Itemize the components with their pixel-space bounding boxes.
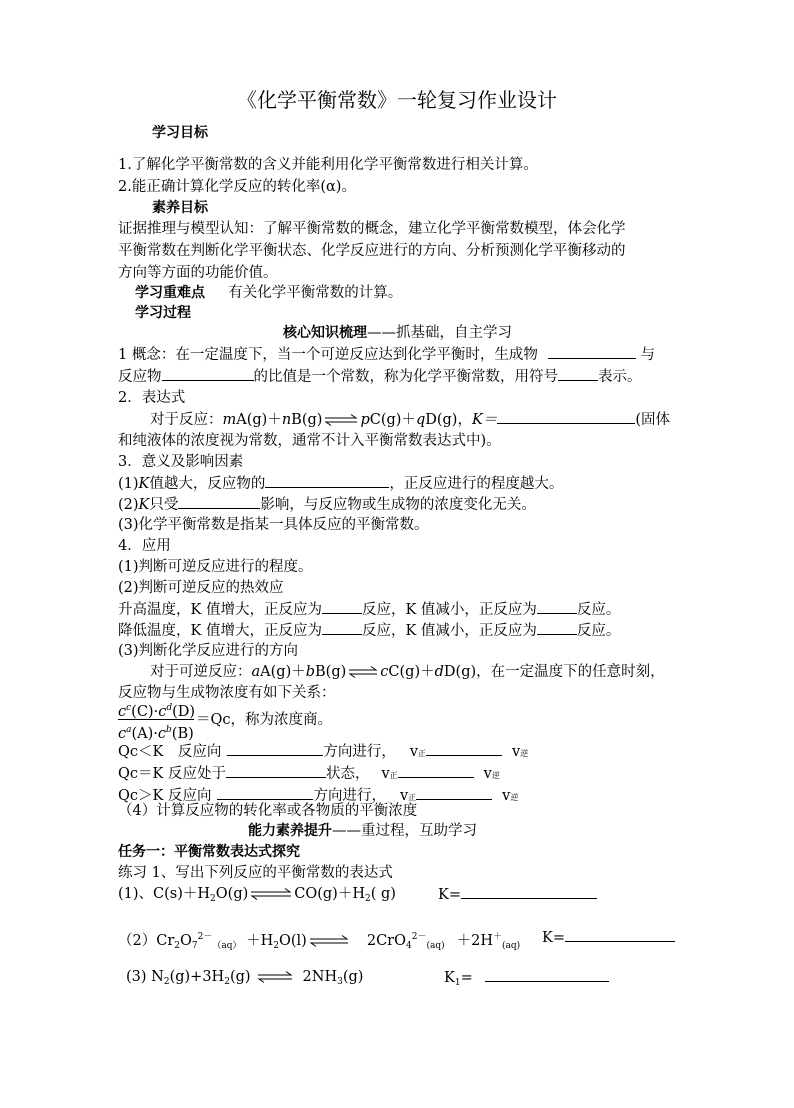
q3-a: Qc＞K 反应向: [118, 788, 212, 804]
application-heading: 4．应用: [118, 538, 171, 554]
objective-item-2: 2.能正确计算化学反应的转化率(α)。: [118, 179, 356, 195]
significance-line-3: (3)化学平衡常数是指某一具体反应的平衡常数。: [118, 517, 429, 533]
answer-blank[interactable]: [485, 966, 609, 982]
q1-a: Qc＜K 反应向: [118, 744, 222, 760]
concept-line-2: [118, 365, 642, 388]
reaction-1-answer: [438, 883, 597, 906]
reaction-3-answer: $K_1=$: [444, 966, 609, 994]
r1-label: (1)、: [118, 886, 154, 902]
v-symbol: v: [502, 788, 511, 804]
reaction-3-line: (3) $N_2(g)+3H_2(g)$ $2NH_3(g)$: [126, 969, 364, 987]
q3-b: 方向进行，: [313, 788, 386, 804]
significance-heading: 3．意义及影响因素: [118, 454, 244, 470]
application-item-2: (2)判断可逆反应的热效应: [118, 580, 284, 596]
r2-label: （2）: [118, 933, 157, 949]
ability-section-suffix: ——重过程，互助学习: [332, 823, 477, 839]
v-reverse: 逆: [510, 793, 519, 802]
sig-num-2: (2): [118, 497, 139, 513]
sig-num-1: (1): [118, 476, 139, 492]
v-forward: 正: [418, 749, 427, 758]
k-equals: K＝: [471, 412, 498, 428]
expression-text-1-end: (固体: [635, 412, 670, 428]
key-point-heading: 学习重难点: [135, 285, 205, 301]
v-symbol: v: [483, 766, 492, 782]
k-label: K=: [542, 930, 565, 946]
heat1-b: 反应，K 值减小，正反应为: [361, 602, 537, 618]
answer-blank[interactable]: [497, 408, 635, 424]
sig-text-2c: 影响，与反应物或生成物的浓度变化无关。: [260, 497, 536, 513]
k1-label: K: [444, 970, 455, 986]
v-forward: 正: [389, 771, 398, 780]
heat2-b: 反应，K 值减小，正反应为: [361, 623, 537, 639]
reversible-line-2: 反应物与生成物浓度有如下关系：: [118, 685, 336, 701]
v-symbol: v: [512, 744, 521, 760]
heat2-c: 反应。: [576, 623, 621, 639]
answer-blank[interactable]: [226, 762, 326, 778]
qc-definition: ＝Qc，称为浓度商。: [196, 712, 333, 728]
objectives-heading: 学习目标: [152, 125, 208, 141]
expression-line-1: 对于反应：mA(g)＋nB(g) pC(g)＋qD(g)，K＝ (固体: [150, 408, 670, 431]
concept-text-1-end: 与: [640, 347, 655, 363]
answer-blank[interactable]: [461, 883, 597, 899]
process-heading: 学习过程: [135, 305, 191, 321]
answer-blank[interactable]: [548, 343, 636, 359]
heat-line-2: [118, 619, 620, 642]
heat-line-1: [118, 598, 620, 621]
r3-label: (3): [126, 969, 147, 985]
core-section-heading: 核心知识梳理: [283, 325, 367, 341]
concept-text-2b: 的比值是一个常数，称为化学平衡常数，用符号: [253, 369, 558, 385]
sig-text-2b: 只受: [149, 497, 179, 513]
ability-section-heading: 能力素养提升: [248, 823, 332, 839]
v-reverse: 逆: [520, 749, 529, 758]
k-symbol: K: [138, 497, 150, 513]
answer-blank[interactable]: [162, 365, 254, 381]
v-forward: 正: [408, 793, 417, 802]
answer-blank[interactable]: [537, 598, 577, 614]
equilibrium-arrow-icon: [324, 414, 358, 426]
significance-line-2: [118, 493, 536, 516]
equilibrium-arrow-icon: [348, 666, 378, 678]
significance-line-1: [118, 472, 563, 495]
concept-text-1: 在一定温度下，当一个可逆反应达到化学平衡时，生成物: [175, 347, 538, 363]
k-symbol: K: [138, 476, 150, 492]
objective-item-1: 1.了解化学平衡常数的含义并能利用化学平衡常数进行相关计算。: [118, 157, 538, 173]
literacy-line-1: 证据推理与模型认知：了解平衡常数的概念，建立化学平衡常数模型，体会化学: [118, 221, 626, 237]
q2-a: Qc＝K 反应处于: [118, 766, 226, 782]
concept-line-1: [118, 343, 655, 366]
rev-a: 对于可逆反应：: [150, 664, 252, 680]
literacy-line-2: 平衡常数在判断化学平衡状态、化学反应进行的方向、分析预测化学平衡移动的: [118, 243, 626, 259]
concept-text-2c: 表示。: [598, 369, 642, 385]
rev-end: ，在一定温度下的任意时刻，: [476, 664, 665, 680]
literacy-heading: 素养目标: [152, 200, 208, 216]
sig-text-1b: 值越大，反应物的: [149, 476, 266, 492]
core-section-suffix: ——抓基础，自主学习: [367, 325, 512, 341]
reaction-1-line: (1)、$C(s)+H_2O(g)$ $CO(g)+H_2$( g): [118, 886, 396, 904]
answer-blank[interactable]: [426, 740, 502, 756]
q2-b: 状态，: [325, 766, 370, 782]
task1-heading: 任务一：平衡常数表达式探究: [118, 844, 300, 860]
heat1-c: 反应。: [576, 602, 621, 618]
application-item-1: (1)判断可逆反应进行的程度。: [118, 559, 313, 575]
heat2-a: 降低温度，K 值增大，正反应为: [118, 623, 322, 639]
reversible-line-1: 对于可逆反应：aA(g)＋bB(g) cC(g)＋dD(g)，在一定温度下的任意时刻，: [150, 664, 665, 680]
qc-fraction: [118, 698, 198, 742]
answer-blank[interactable]: [322, 619, 362, 635]
answer-blank[interactable]: [322, 598, 362, 614]
equilibrium-arrow-icon: [257, 971, 293, 983]
page-title: 《化学平衡常数》一轮复习作业设计: [237, 88, 557, 112]
v-symbol: v: [381, 766, 390, 782]
qc-denominator: $c^a(A)\cdot c^b(B)$: [118, 725, 194, 742]
answer-blank[interactable]: [178, 493, 260, 509]
literacy-line-3: 方向等方面的功能价值。: [118, 265, 278, 281]
answer-blank[interactable]: [416, 784, 492, 800]
reaction-2-answer: [542, 926, 675, 949]
equilibrium-arrow-icon: [309, 935, 349, 947]
ability-section-title: [248, 820, 477, 842]
reaction-2-line: $(2)Cr_2O_7^{2-}_{(aq)} +H_2O(l)$ $2CrO_4^{2-}_{(aq)} +2H^+_{(aq)}$: [118, 932, 521, 951]
task1-exercise: 练习 1、写出下列反应的平衡常数的表达式: [118, 865, 393, 881]
application-item-3: (3)判断化学反应进行的方向: [118, 643, 299, 659]
answer-blank[interactable]: [398, 762, 474, 778]
answer-blank[interactable]: [217, 784, 313, 800]
application-item-4: （4）计算反应物的转化率或各物质的平衡浓度: [118, 803, 418, 819]
v-symbol: v: [409, 744, 419, 760]
k-label: K=: [438, 887, 461, 903]
key-point-text: 有关化学平衡常数的计算。: [228, 285, 403, 301]
sig-text-1c: ，正反应进行的程度越大。: [389, 476, 564, 492]
answer-blank[interactable]: [558, 365, 598, 381]
equilibrium-arrow-icon: [250, 888, 292, 900]
v-symbol: v: [399, 788, 409, 804]
key-point-line: [135, 282, 402, 304]
answer-blank[interactable]: [227, 740, 323, 756]
concept-label: 1 概念：: [118, 347, 176, 363]
concept-text-2a: 反应物: [118, 369, 162, 385]
heat1-a: 升高温度，K 值增大，正反应为: [118, 602, 322, 618]
core-section-title: [283, 322, 512, 344]
q1-b: 方向进行，: [323, 744, 396, 760]
v-reverse: 逆: [491, 771, 500, 780]
answer-blank[interactable]: [265, 472, 389, 488]
expression-heading: 2．表达式: [118, 390, 186, 406]
qc-numerator: $c^c(C)\cdot c^d(D)$: [118, 703, 196, 720]
answer-blank[interactable]: [537, 619, 577, 635]
expression-line-2: 和纯液体的浓度视为常数，通常不计入平衡常数表达式中)。: [118, 433, 501, 449]
answer-blank[interactable]: [565, 926, 675, 942]
expression-text-1a: 对于反应：: [150, 412, 223, 428]
